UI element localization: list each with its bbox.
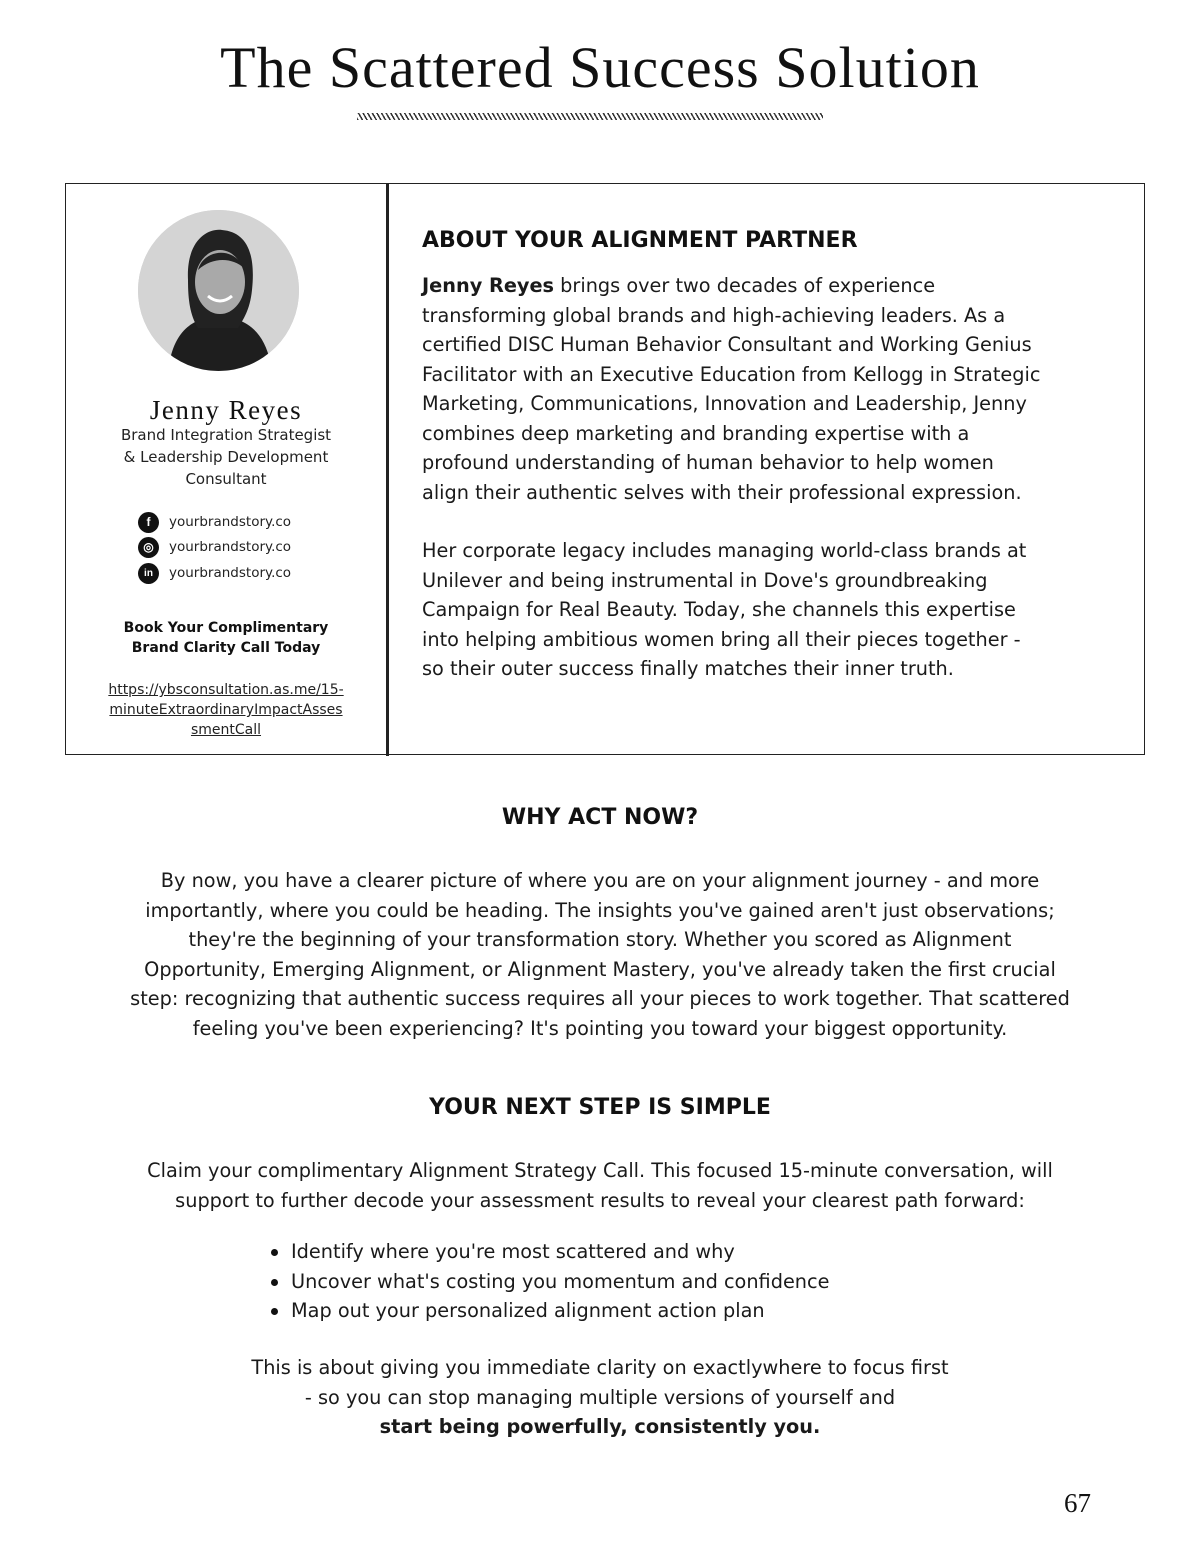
social-linkedin[interactable] [138,561,291,585]
social-label[interactable]: yourbrandstory.co [169,565,292,581]
text-line: This is about giving you immediate clarity on exactlywhere to focus first [251,1356,949,1379]
text-line: - so you can stop managing multiple versions of yourself and [304,1385,896,1409]
about-paragraph-1 [422,271,1132,507]
title-divider [357,113,823,120]
linkedin-icon: in [138,563,159,584]
url-line[interactable]: https://ybsconsultation.as.me/15- [108,682,344,698]
why-paragraph [0,866,1200,1043]
role-line: & Leadership Development [123,448,329,466]
card-column-divider [386,183,389,756]
book-line: Book Your Complimentary [123,620,329,636]
text-line: Claim your complimentary Alignment Strategy Call. This focused 15-minute conversation, will [147,1159,1053,1182]
url-line[interactable]: minuteExtraordinaryImpactAsses [109,702,343,718]
text-line: Her corporate legacy includes managing world-class brands at [422,539,1027,562]
why-heading: WHY ACT NOW? [501,805,699,830]
booking-link[interactable] [66,680,386,740]
social-label[interactable]: yourbrandstory.co [169,539,292,555]
text-line: Campaign for Real Beauty. Today, she channels this expertise [422,598,1016,621]
text-line: profound understanding of human behavior to help women [422,451,994,474]
role-line: Consultant [185,470,267,488]
bold-name: Jenny Reyes [422,274,555,297]
list-item: Map out your personalized alignment action plan [291,1296,830,1326]
text-line: combines deep marketing and branding expertise with a [422,421,970,445]
closing-paragraph [0,1353,1200,1442]
book-line: Brand Clarity Call Today [131,640,321,656]
text-line: step: recognizing that authentic success requires all your pieces to work together. That scattered [130,987,1070,1010]
book-call-heading [66,618,386,658]
url-line[interactable]: smentCall [190,722,262,738]
text-line: feeling you've been experiencing? It's pointing you toward your biggest opportunity. [192,1016,1008,1040]
social-facebook[interactable] [138,510,291,534]
social-instagram[interactable] [138,535,291,559]
text-line: Facilitator with an Executive Education from Kellogg in Strategic [422,362,1041,386]
text-line: they're the beginning of your transformation story. Whether you scored as Alignment [188,928,1012,951]
text-line: transforming global brands and high-achieving leaders. As a [422,303,1006,327]
list-item: Uncover what's costing you momentum and confidence [291,1267,830,1297]
text-line: By now, you have a clearer picture of where you are on your alignment journey - and more [160,869,1040,892]
role-line: Brand Integration Strategist [120,426,332,444]
profile-role [66,424,386,490]
instagram-icon: ◎ [138,537,159,558]
text-line: into helping ambitious women bring all their pieces together - [422,627,1021,651]
text-line: Marketing, Communications, Innovation and Leadership, Jenny [422,392,1027,415]
list-item: Identify where you're most scattered and why [291,1237,830,1267]
facebook-icon: f [138,512,159,533]
page-number: 67 [1064,1488,1091,1518]
about-heading: ABOUT YOUR ALIGNMENT PARTNER [422,228,858,253]
text: brings over two decades of experience [554,274,936,297]
closing-bold-line: start being powerfully, consistently you. [379,1415,821,1438]
social-label[interactable]: yourbrandstory.co [169,514,292,530]
text-line: support to further decode your assessment results to reveal your clearest path forward: [175,1188,1025,1212]
text-line: align their authentic selves with their professional expression. [422,480,1022,504]
profile-name: Jenny Reyes [149,395,303,425]
text-line: so their outer success finally matches their inner truth. [422,657,954,680]
text-line: importantly, where you could be heading. The insights you've gained aren't just observations; [145,898,1055,922]
next-step-list [291,1237,830,1326]
next-step-heading: YOUR NEXT STEP IS SIMPLE [429,1095,771,1120]
about-paragraph-2 [422,536,1132,684]
text-line: certified DISC Human Behavior Consultant and Working Genius [422,333,1032,356]
next-step-paragraph [0,1156,1200,1215]
text-line: Opportunity, Emerging Alignment, or Alignment Mastery, you've already taken the first crucial [144,957,1056,981]
text-line: Unilever and being instrumental in Dove's groundbreaking [422,568,988,592]
profile-photo [138,210,299,371]
page-title: The Scattered Success Solution [220,35,980,100]
